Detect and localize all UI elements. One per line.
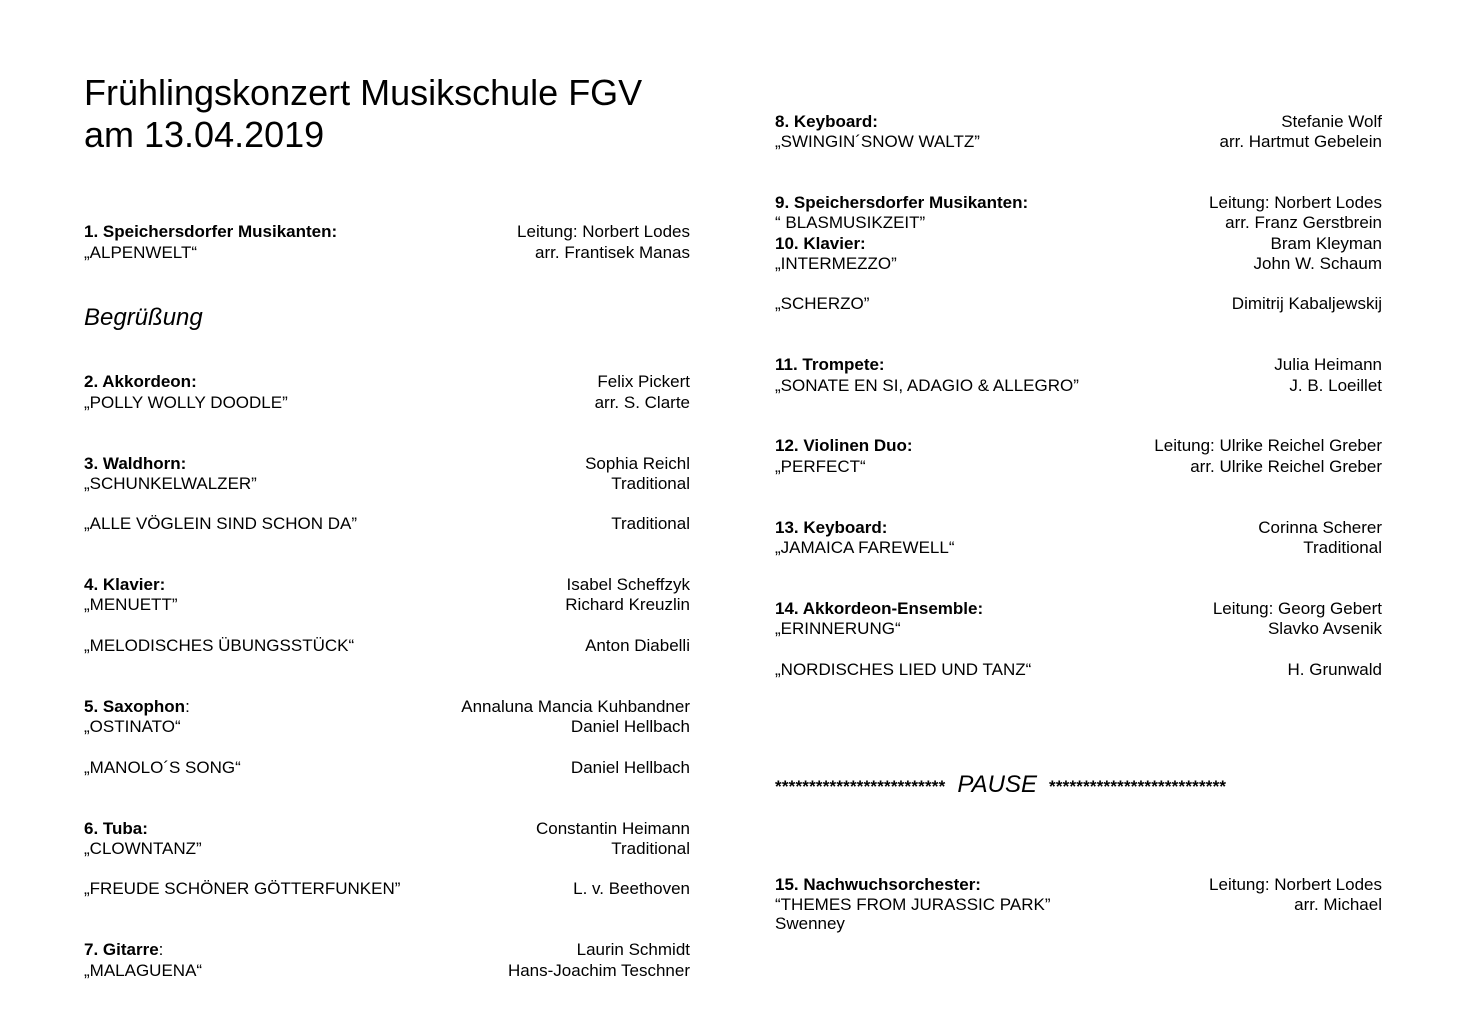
program-piece: „ALPENWELT“ <box>84 243 198 262</box>
program-credit: arr. S. Clarte <box>594 393 690 412</box>
program-credit: arr. Hartmut Gebelein <box>1219 132 1382 151</box>
program-credit: Leitung: Ulrike Reichel Greber <box>1154 436 1382 455</box>
program-piece: „SWINGIN´SNOW WALTZ” <box>775 132 980 151</box>
program-credit: Slavko Avsenik <box>1267 619 1382 638</box>
program-piece: “THEMES FROM JURASSIC PARK” <box>775 895 1051 914</box>
program-piece: „SCHERZO” <box>775 294 870 313</box>
program-heading: 15. Nachwuchsorchester: <box>775 875 981 894</box>
program-credit: Traditional <box>611 839 690 858</box>
program-credit: Sophia Reichl <box>585 454 690 473</box>
program-credit: Stefanie Wolf <box>1281 112 1382 131</box>
program-piece: „MALAGUENA“ <box>84 961 203 980</box>
greeting-heading: Begrüßung <box>84 304 203 331</box>
program-piece: „SCHUNKELWALZER” <box>84 474 257 493</box>
program-heading: 7. Gitarre <box>84 940 159 959</box>
program-credit: arr. Frantisek Manas <box>535 243 690 262</box>
program-heading: 5. Saxophon <box>84 697 186 716</box>
program-credit: Anton Diabelli <box>585 636 690 655</box>
program-heading: 2. Akkordeon: <box>84 372 197 391</box>
program-heading: 9. Speichersdorfer Musikanten: <box>775 193 1029 212</box>
program-piece: „POLLY WOLLY DOODLE” <box>84 393 288 412</box>
program-credit: Hans-Joachim Teschner <box>507 961 690 980</box>
program-credit: Leitung: Georg Gebert <box>1212 599 1382 618</box>
program-credit: Constantin Heimann <box>535 819 690 838</box>
program-credit: Felix Pickert <box>597 372 690 391</box>
pause-label: PAUSE <box>957 771 1037 798</box>
program-piece: „INTERMEZZO” <box>775 254 897 273</box>
program-piece: „CLOWNTANZ” <box>84 839 202 858</box>
program-credit: Daniel Hellbach <box>570 717 690 736</box>
program-credit: arr. Ulrike Reichel Greber <box>1190 457 1382 476</box>
title-line-1: Frühlingskonzert Musikschule FGV <box>84 72 643 113</box>
program-credit: Traditional <box>1303 538 1382 557</box>
program-credit: Corinna Scherer <box>1258 518 1382 537</box>
program-credit: Traditional <box>611 514 690 533</box>
program-heading: 6. Tuba: <box>84 819 148 838</box>
arranger-continuation: Swenney <box>775 914 845 933</box>
program-credit: Leitung: Norbert Lodes <box>1209 875 1382 894</box>
heading-colon: : <box>185 697 190 716</box>
pause-stars-right: ************************** <box>1049 777 1227 796</box>
title-line-2: am 13.04.2019 <box>84 114 325 155</box>
program-heading: 13. Keyboard: <box>775 518 888 537</box>
heading-colon: : <box>158 940 164 959</box>
program-heading-wrap <box>84 697 190 717</box>
program-credit: Isabel Scheffzyk <box>566 575 690 594</box>
program-piece: „ERINNERUNG“ <box>775 619 901 638</box>
pause-divider <box>775 772 1382 800</box>
program-heading: 11. Trompete: <box>775 355 885 374</box>
program-heading: 14. Akkordeon-Ensemble: <box>775 599 984 618</box>
program-credit: J. B. Loeillet <box>1289 376 1382 395</box>
program-heading: 4. Klavier: <box>84 575 166 594</box>
program-heading: 3. Waldhorn: <box>84 454 187 473</box>
program-credit: L. v. Beethoven <box>573 879 690 898</box>
program-credit: Julia Heimann <box>1274 355 1382 374</box>
program-piece: „OSTINATO“ <box>84 717 181 736</box>
program-piece: „JAMAICA FAREWELL“ <box>775 538 955 557</box>
program-heading: 12. Violinen Duo: <box>775 436 913 455</box>
program-credit: H. Grunwald <box>1287 660 1382 679</box>
program-credit: John W. Schaum <box>1253 254 1382 273</box>
program-heading: 1. Speichersdorfer Musikanten: <box>84 222 338 241</box>
program-credit: arr. Michael <box>1294 895 1382 914</box>
program-piece: “ BLASMUSIKZEIT” <box>775 213 926 232</box>
program-piece: „FREUDE SCHÖNER GÖTTERFUNKEN” <box>84 879 401 898</box>
program-credit: Traditional <box>611 474 690 493</box>
program-credit: Laurin Schmidt <box>576 940 690 959</box>
program-piece: „ALLE VÖGLEIN SIND SCHON DA” <box>84 514 358 533</box>
program-credit: Leitung: Norbert Lodes <box>1209 193 1382 212</box>
program-piece: „PERFECT“ <box>775 457 866 476</box>
program-heading: 8. Keyboard: <box>775 112 878 131</box>
program-credit: Leitung: Norbert Lodes <box>517 222 690 241</box>
program-credit: Bram Kleyman <box>1270 234 1382 253</box>
program-credit: Daniel Hellbach <box>570 758 690 777</box>
program-credit: Dimitrij Kabaljewskij <box>1231 294 1382 313</box>
program-piece: „NORDISCHES LIED UND TANZ“ <box>775 660 1032 679</box>
program-heading: 10. Klavier: <box>775 234 866 253</box>
program-piece: „SONATE EN SI, ADAGIO & ALLEGRO” <box>775 376 1079 395</box>
page-title <box>84 72 642 156</box>
program-heading-wrap <box>84 940 163 960</box>
program-credit: arr. Franz Gerstbrein <box>1225 213 1382 232</box>
program-piece: „MENUETT” <box>84 595 178 614</box>
program-piece: „MELODISCHES ÜBUNGSSTÜCK“ <box>84 636 355 655</box>
program-piece: „MANOLO´S SONG“ <box>84 758 241 777</box>
program-credit: Annaluna Mancia Kuhbandner <box>461 697 690 716</box>
pause-stars-left: ************************* <box>775 777 946 796</box>
program-credit: Richard Kreuzlin <box>565 595 690 614</box>
